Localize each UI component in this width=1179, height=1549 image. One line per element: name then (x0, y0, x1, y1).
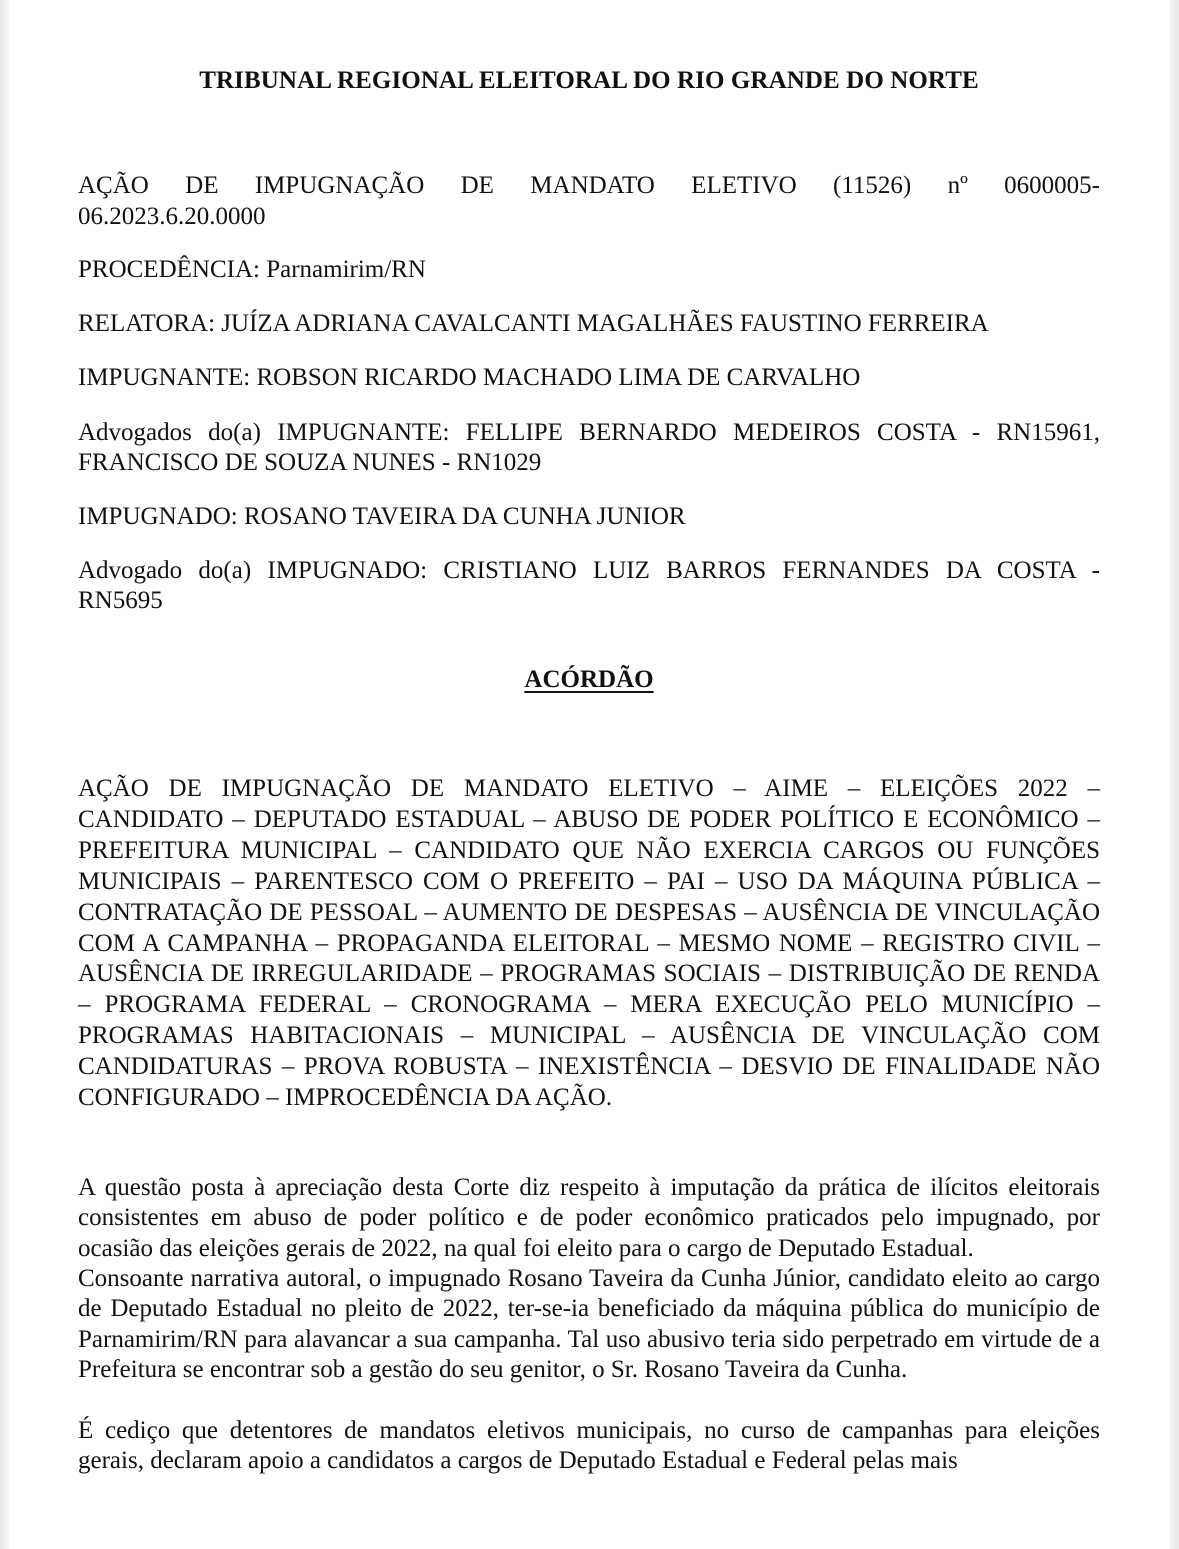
impugnante-line: IMPUGNANTE: ROBSON RICARDO MACHADO LIMA DE CARVALHO (78, 364, 861, 391)
advogado-impugnado-line-1: Advogado do(a) IMPUGNADO: CRISTIANO LUIZ BARROS FERNANDES DA COSTA - (78, 557, 1100, 584)
page-left-shadow (0, 0, 9, 1549)
court-header: TRIBUNAL REGIONAL ELEITORAL DO RIO GRANDE DO NORTE (199, 67, 979, 94)
relatora-line: RELATORA: JUÍZA ADRIANA CAVALCANTI MAGALHÃES FAUSTINO FERREIRA (78, 310, 989, 337)
body-paragraph-2: Consoante narrativa autoral, o impugnado Rosano Taveira da Cunha Júnior, candidato eleito ao cargo de Deputado Estadual no pleito de 2022, ter-se-ia beneficiado da máquina pública do município de Parnamirim/RN para alavancar a sua campanha. Tal uso abusivo teria sido perpetrado em virtude de a Prefeitura se encontrar sob a gestão do seu genitor, o Sr. Rosano Taveira da Cunha. (78, 1265, 1100, 1384)
acordao-title-text: ACÓRDÃO (524, 666, 654, 693)
ementa-paragraph: AÇÃO DE IMPUGNAÇÃO DE MANDATO ELETIVO – AIME – ELEIÇÕES 2022 – CANDIDATO – DEPUTADO ESTADUAL – ABUSO DE PODER POLÍTICO E ECONÔMICO – PREFEITURA MUNICIPAL – CANDIDATO QUE NÃO EXERCIA CARGOS OU FUNÇÕES MUNICIPAIS – PARENTESCO COM O PREFEITO – PAI – USO DA MÁQUINA PÚBLICA – CONTRATAÇÃO DE PESSOAL – AUMENTO DE DESPESAS – AUSÊNCIA DE VINCULAÇÃO COM A CAMPANHA – PROPAGANDA ELEITORAL – MESMO NOME – REGISTRO CIVIL – AUSÊNCIA DE IRREGULARIDADE – PROGRAMAS SOCIAIS – DISTRIBUIÇÃO DE RENDA – PROGRAMA FEDERAL – CRONOGRAMA – MERA EXECUÇÃO PELO MUNICÍPIO – PROGRAMAS HABITACIONAIS – MUNICIPAL – AUSÊNCIA DE VINCULAÇÃO COM CANDIDATURAS – PROVA ROBUSTA – INEXISTÊNCIA – DESVIO DE FINALIDADE NÃO CONFIGURADO – IMPROCEDÊNCIA DA AÇÃO. (78, 775, 1100, 1112)
advogado-impugnado-line-2: RN5695 (78, 587, 163, 614)
action-line-1: AÇÃO DE IMPUGNAÇÃO DE MANDATO ELETIVO (11526) nº 0600005- (78, 172, 1100, 199)
body-paragraph-1: A questão posta à apreciação desta Corte diz respeito à imputação da prática de ilícitos eleitorais consistentes em abuso de poder político e de poder econômico praticados pelo impugnado, por ocasião das eleições gerais de 2022, na qual foi eleito para o cargo de Deputado Estadual. (78, 1174, 1100, 1262)
page-right-shadow (1169, 0, 1179, 1549)
advogados-impugnante-line-1: Advogados do(a) IMPUGNANTE: FELLIPE BERNARDO MEDEIROS COSTA - RN15961, (78, 419, 1100, 446)
body-paragraph-3: É cediço que detentores de mandatos eletivos municipais, no curso de campanhas para eleições gerais, declaram apoio a candidatos a cargos de Deputado Estadual e Federal pelas mais (78, 1417, 1100, 1475)
acordao-title (78, 665, 1100, 695)
advogados-impugnante-line-2: FRANCISCO DE SOUZA NUNES - RN1029 (78, 449, 542, 476)
procedencia-line: PROCEDÊNCIA: Parnamirim/RN (78, 256, 426, 283)
action-line-2: 06.2023.6.20.0000 (78, 203, 266, 230)
impugnado-line: IMPUGNADO: ROSANO TAVEIRA DA CUNHA JUNIOR (78, 503, 686, 530)
